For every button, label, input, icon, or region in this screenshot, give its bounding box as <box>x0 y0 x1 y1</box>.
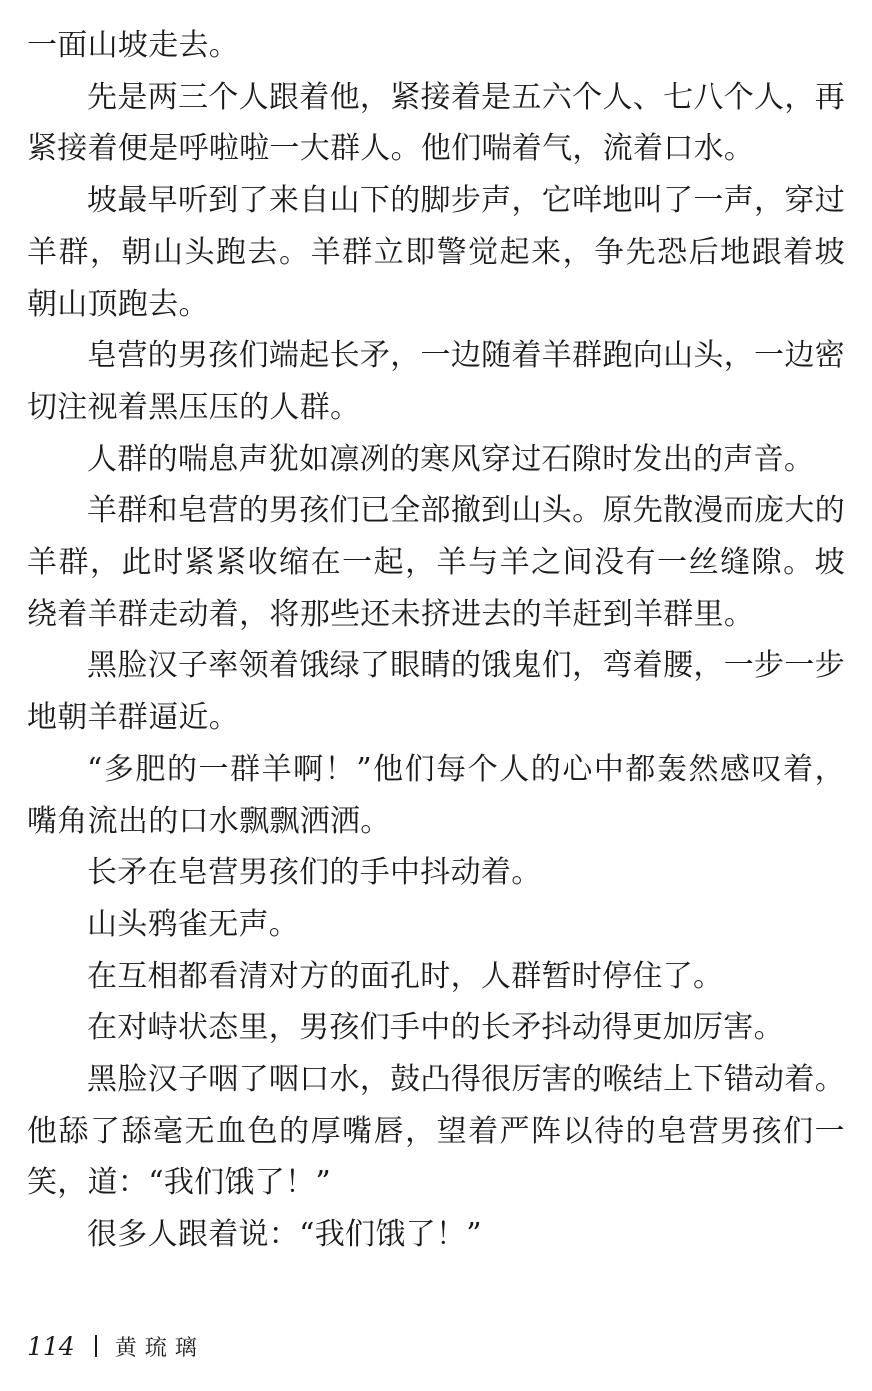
page-footer <box>27 1326 205 1366</box>
paragraph: 黑脸汉子咽了咽口水，鼓凸得很厉害的喉结上下错动着。他舔了舔毫无血色的厚嘴唇，望着严阵以待的皂营男孩们一笑，道：“我们饿了！” <box>27 1062 845 1201</box>
paragraph: 皂营的男孩们端起长矛，一边随着羊群跑向山头，一边密切注视着黑压压的人群。 <box>27 338 845 425</box>
footer-divider <box>95 1335 97 1357</box>
paragraph: 人群的喘息声犹如凛冽的寒风穿过石隙时发出的声音。 <box>87 441 815 477</box>
paragraph: 一面山坡走去。 <box>27 28 240 63</box>
paragraph: 在互相都看清对方的面孔时，人群暂时停住了。 <box>87 958 724 994</box>
paragraph: 黑脸汉子率领着饿绿了眼睛的饿鬼们，弯着腰，一步一步地朝羊群逼近。 <box>27 648 845 736</box>
page-number: 114 <box>27 1331 75 1361</box>
paragraph: 先是两三个人跟着他，紧接着是五六个人、七八个人，再紧接着便是呼啦啦一大群人。他们喘着气，流着口水。 <box>27 79 845 167</box>
paragraph: 坡最早听到了来自山下的脚步声，它咩地叫了一声，穿过羊群，朝山头跑去。羊群立即警觉起来，争先恐后地跟着坡朝山顶跑去。 <box>27 183 845 322</box>
running-head: 黄琉璃 <box>114 1335 205 1361</box>
paragraph: 很多人跟着说：“我们饿了！” <box>87 1217 482 1253</box>
paragraph: 羊群和皂营的男孩们已全部撤到山头。原先散漫而庞大的羊群，此时紧紧收缩在一起，羊与羊之间没有一丝缝隙。坡绕着羊群走动着，将那些还未挤进去的羊赶到羊群里。 <box>27 493 845 632</box>
page-body <box>27 20 845 1261</box>
paragraph: 长矛在皂营男孩们的手中抖动着。 <box>87 855 542 891</box>
paragraph: “多肥的一群羊啊！”他们每个人的心中都轰然感叹着，嘴角流出的口水飘飘洒洒。 <box>27 751 845 839</box>
paragraph: 山头鸦雀无声。 <box>87 906 300 942</box>
paragraph: 在对峙状态里，男孩们手中的长矛抖动得更加厉害。 <box>87 1010 784 1046</box>
